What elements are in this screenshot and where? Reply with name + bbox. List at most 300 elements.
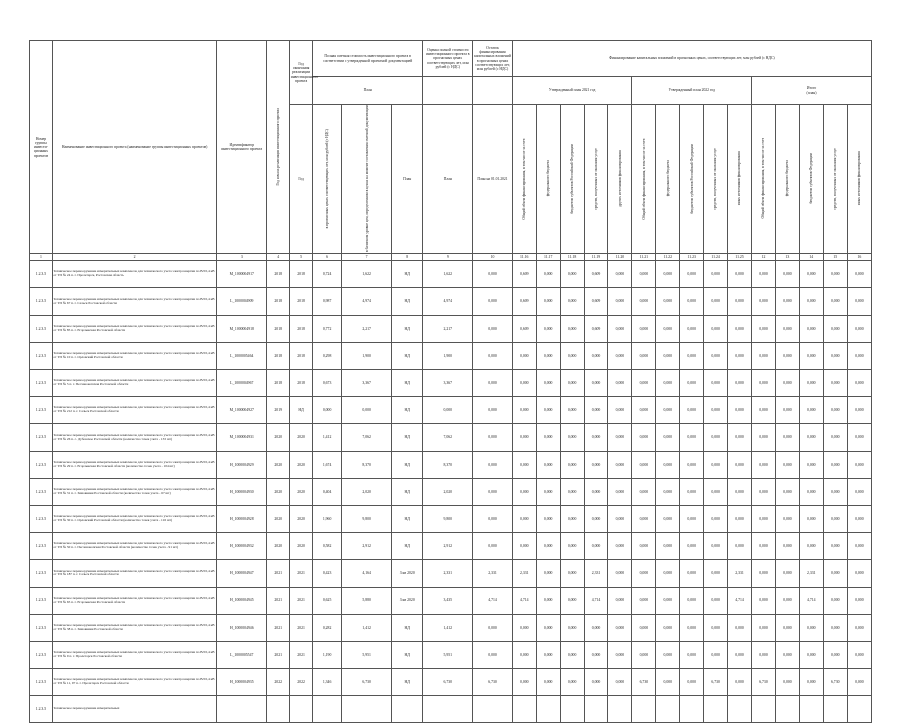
row-value-cell: 2,331 xyxy=(473,560,513,587)
row-value-cell xyxy=(728,696,752,723)
row-value-cell: 0,000 xyxy=(473,505,513,532)
row-value-cell: 0,000 xyxy=(823,315,847,342)
row-value-cell: 0,000 xyxy=(560,505,584,532)
row-value-cell: 0,000 xyxy=(512,451,536,478)
row-value-cell: 0,000 xyxy=(728,342,752,369)
row-value-cell: 0,000 xyxy=(823,587,847,614)
row-value-cell: 2020 xyxy=(267,505,290,532)
row-value-cell: 2021 xyxy=(267,587,290,614)
row-value-cell: 6,730 xyxy=(423,669,473,696)
table-row xyxy=(30,424,872,451)
row-value-cell: 0,000 xyxy=(823,370,847,397)
row-value-cell: 0,000 xyxy=(823,451,847,478)
row-value-cell xyxy=(313,696,342,723)
row-value-cell: 0,609 xyxy=(512,261,536,288)
row-value-cell: 0,000 xyxy=(632,342,656,369)
row-value-cell: 0,000 xyxy=(680,641,704,668)
row-value-cell: 0,000 xyxy=(680,669,704,696)
row-value-cell: 0,000 xyxy=(799,614,823,641)
header-cost-sub: в прогнозных ценах соответствующих лет, млн рублей (с НДС) xyxy=(324,128,329,229)
row-value-cell xyxy=(512,696,536,723)
row-value-cell: 0,000 xyxy=(656,424,680,451)
row-value-cell: 0,000 xyxy=(608,288,632,315)
row-value-cell: 2020 xyxy=(267,424,290,451)
row-value-cell: 0,000 xyxy=(704,505,728,532)
row-value-cell: 0,000 xyxy=(560,560,584,587)
row-value-cell: 2018 xyxy=(290,288,313,315)
row-value-cell: 0,000 xyxy=(775,533,799,560)
row-value-cell: НД xyxy=(290,397,313,424)
table-row xyxy=(30,315,872,342)
row-value-cell: 0,000 xyxy=(823,533,847,560)
row-value-cell: 0,000 xyxy=(752,370,776,397)
row-value-cell: 0,000 xyxy=(560,288,584,315)
row-value-cell: 0,000 xyxy=(656,641,680,668)
table-row xyxy=(30,288,872,315)
row-value-cell: 0,000 xyxy=(656,342,680,369)
row-value-cell: 0,000 xyxy=(512,614,536,641)
table-row xyxy=(30,669,872,696)
row-value-cell: 4,714 xyxy=(473,587,513,614)
row-value-cell: 0,000 xyxy=(584,342,608,369)
row-group-no: 1.2.3.5 xyxy=(30,696,53,723)
row-value-cell xyxy=(632,696,656,723)
row-project-id: L_1000004909 xyxy=(217,288,267,315)
table-row xyxy=(30,478,872,505)
row-value-cell: 0,000 xyxy=(560,424,584,451)
row-value-cell: 0,000 xyxy=(680,451,704,478)
row-value-cell: 0,000 xyxy=(632,560,656,587)
row-value-cell: 0,609 xyxy=(584,261,608,288)
row-value-cell: 3,435 xyxy=(423,587,473,614)
row-value-cell: 0,000 xyxy=(608,397,632,424)
row-value-cell: 2020 xyxy=(290,533,313,560)
header-full-cost: Полная сметная стоимость инвестиционного проекта в соответствии с утвержденной проектной документацией xyxy=(313,41,423,77)
row-value-cell: 0,000 xyxy=(512,641,536,668)
row-value-cell: 8,370 xyxy=(423,451,473,478)
table-row xyxy=(30,451,872,478)
row-value-cell: 2020 xyxy=(267,533,290,560)
row-value-cell xyxy=(799,696,823,723)
header-remaining-plan: План на 01.01.2021 xyxy=(473,105,513,254)
row-project-name: Техническое перевооружение измерительных комплексов для технического учета электроэнергии по ВЛ 0,4 кВ от ТП № 10 п. г. Орловский Ростовской области xyxy=(52,342,216,369)
row-value-cell: 0,000 xyxy=(342,397,392,424)
row-value-cell: 2,331 xyxy=(423,560,473,587)
row-group-no: 1.2.3.5 xyxy=(30,614,53,641)
row-value-cell: 0,609 xyxy=(584,315,608,342)
row-value-cell: 0,000 xyxy=(536,669,560,696)
row-value-cell: 0,000 xyxy=(584,641,608,668)
row-value-cell: 0,000 xyxy=(704,288,728,315)
row-project-id: H_1000004929 xyxy=(217,451,267,478)
row-value-cell: 0,000 xyxy=(536,560,560,587)
row-value-cell: 0,000 xyxy=(584,669,608,696)
row-value-cell: 0,000 xyxy=(680,587,704,614)
row-value-cell: 0,000 xyxy=(680,533,704,560)
row-value-cell: 1,412 xyxy=(423,614,473,641)
row-value-cell: 2018 xyxy=(290,370,313,397)
row-value-cell: 2021 xyxy=(290,587,313,614)
row-value-cell: 0,000 xyxy=(752,288,776,315)
row-value-cell: 0,582 xyxy=(313,533,342,560)
header-project-name: Наименование инвестиционного проекта (наименование группы инвестиционных проектов) xyxy=(52,41,216,254)
row-value-cell: 0,000 xyxy=(608,451,632,478)
table-row xyxy=(30,614,872,641)
row-value-cell: НД xyxy=(392,614,423,641)
row-value-cell: 0,000 xyxy=(799,669,823,696)
row-value-cell: 0,000 xyxy=(584,451,608,478)
row-value-cell: 0,000 xyxy=(799,641,823,668)
row-value-cell: 2021 xyxy=(267,560,290,587)
row-project-id: H_1000004945 xyxy=(217,587,267,614)
table-row xyxy=(30,370,872,397)
row-value-cell: 0,000 xyxy=(847,315,871,342)
row-value-cell: 0,000 xyxy=(608,641,632,668)
row-value-cell: 0,000 xyxy=(752,614,776,641)
row-group-no: 1.2.3.5 xyxy=(30,560,53,587)
row-value-cell: 0,000 xyxy=(584,614,608,641)
row-value-cell: 0,000 xyxy=(632,288,656,315)
row-value-cell: 0,000 xyxy=(560,261,584,288)
row-value-cell: 0,000 xyxy=(680,424,704,451)
row-value-cell: 0,000 xyxy=(704,342,728,369)
row-value-cell: 0,000 xyxy=(847,342,871,369)
row-value-cell: 0,000 xyxy=(752,261,776,288)
row-group-no: 1.2.3.5 xyxy=(30,641,53,668)
row-group-no: 1.2.3.5 xyxy=(30,478,53,505)
row-value-cell: 0,000 xyxy=(799,261,823,288)
row-group-no: 1.2.3.5 xyxy=(30,669,53,696)
row-value-cell: 0,000 xyxy=(847,505,871,532)
row-value-cell: 0,000 xyxy=(775,288,799,315)
row-value-cell: 0,000 xyxy=(632,424,656,451)
row-value-cell: 2,020 xyxy=(342,478,392,505)
row-project-id: L_1000005464 xyxy=(217,342,267,369)
row-value-cell: 0,000 xyxy=(632,641,656,668)
row-value-cell: 0,000 xyxy=(656,478,680,505)
row-value-cell: 0,000 xyxy=(680,478,704,505)
row-value-cell: 1,412 xyxy=(342,614,392,641)
row-value-cell: 0,000 xyxy=(847,614,871,641)
row-value-cell: 0,000 xyxy=(847,370,871,397)
table-row xyxy=(30,261,872,288)
row-group-no: 1.2.3.5 xyxy=(30,451,53,478)
row-value-cell: 0,000 xyxy=(823,560,847,587)
row-value-cell: 0,000 xyxy=(728,370,752,397)
row-value-cell: 0,000 xyxy=(775,342,799,369)
row-value-cell xyxy=(560,696,584,723)
row-value-cell: 4,164 xyxy=(342,560,392,587)
row-value-cell: 0,000 xyxy=(799,315,823,342)
header-start-year: Год начала реализации инвестиционного проекта xyxy=(276,107,281,186)
row-value-cell: 0,000 xyxy=(560,669,584,696)
row-value-cell: 0,987 xyxy=(313,288,342,315)
row-value-cell: 0,000 xyxy=(632,451,656,478)
row-value-cell: 0,282 xyxy=(313,614,342,641)
table-row xyxy=(30,342,872,369)
row-value-cell: 0,000 xyxy=(632,370,656,397)
row-value-cell: 0,000 xyxy=(473,261,513,288)
row-value-cell: 2,331 xyxy=(584,560,608,587)
row-value-cell: 0,000 xyxy=(632,614,656,641)
row-value-cell: 2018 xyxy=(267,315,290,342)
table-body xyxy=(30,261,872,723)
row-value-cell: 0,000 xyxy=(847,451,871,478)
row-group-no: 1.2.3.5 xyxy=(30,315,53,342)
row-value-cell: 0,000 xyxy=(704,370,728,397)
row-value-cell: 0,000 xyxy=(656,315,680,342)
row-value-cell: 0,000 xyxy=(704,261,728,288)
row-value-cell: 0,000 xyxy=(473,315,513,342)
row-value-cell: 0,000 xyxy=(704,614,728,641)
row-value-cell: 0,000 xyxy=(656,560,680,587)
row-project-id: H_1000004947 xyxy=(217,560,267,587)
header-appraisal: Оценка полной стоимости инвестиционного проекта в прогнозных ценах соответствующих лет, млн рублей (с НДС) xyxy=(423,41,473,77)
header-remaining: Остаток финансирования капитальных вложений в прогнозных ценах соответствующих лет, млн рублей (с НДС) xyxy=(473,41,513,77)
row-value-cell: 0,000 xyxy=(560,397,584,424)
row-value-cell: 0,298 xyxy=(313,342,342,369)
row-value-cell: 0,000 xyxy=(799,342,823,369)
row-value-cell: 2020 xyxy=(290,424,313,451)
header-project-id: Идентификатор инвестиционного проекта xyxy=(217,41,267,254)
table-row xyxy=(30,560,872,587)
row-value-cell: 0,000 xyxy=(704,315,728,342)
row-value-cell: 0,000 xyxy=(560,587,584,614)
row-value-cell: 0,772 xyxy=(313,315,342,342)
row-value-cell: 0,000 xyxy=(847,560,871,587)
row-value-cell: 2018 xyxy=(267,288,290,315)
row-value-cell: 1,346 xyxy=(313,669,342,696)
row-value-cell: 0,000 xyxy=(608,478,632,505)
row-value-cell: 0,000 xyxy=(704,478,728,505)
row-value-cell: 6,730 xyxy=(752,669,776,696)
row-project-id: H_1000004928 xyxy=(217,505,267,532)
table-row xyxy=(30,696,872,723)
row-value-cell: 0,000 xyxy=(560,533,584,560)
row-value-cell: 0,000 xyxy=(728,288,752,315)
row-project-id: H_1000004935 xyxy=(217,669,267,696)
row-value-cell xyxy=(608,696,632,723)
row-value-cell: 2,331 xyxy=(512,560,536,587)
row-value-cell: 1,412 xyxy=(313,424,342,451)
row-value-cell: 0,000 xyxy=(656,370,680,397)
row-value-cell: 0,000 xyxy=(823,288,847,315)
row-value-cell: 2,331 xyxy=(728,560,752,587)
row-value-cell: 0,000 xyxy=(656,614,680,641)
row-value-cell: 0,000 xyxy=(560,614,584,641)
row-value-cell: 0,000 xyxy=(608,669,632,696)
row-value-cell: 0,000 xyxy=(473,614,513,641)
row-value-cell: 0,000 xyxy=(608,560,632,587)
header-y2021: Утвержденный план 2021 год xyxy=(512,77,632,105)
row-value-cell: 0,000 xyxy=(775,669,799,696)
row-project-name: Техническое перевооружение измерительных комплексов для технического учета электроэнергии по ВЛ 0,4 кВ от ТП № 212 п. г. Сальск Ростовской области xyxy=(52,397,216,424)
row-value-cell: 1,622 xyxy=(342,261,392,288)
row-value-cell: 0,000 xyxy=(536,397,560,424)
row-value-cell: 0,000 xyxy=(775,478,799,505)
row-value-cell xyxy=(423,696,473,723)
row-value-cell: 0,000 xyxy=(752,342,776,369)
row-value-cell: 1,900 xyxy=(342,342,392,369)
row-value-cell: 6,730 xyxy=(342,669,392,696)
row-project-name: Техническое перевооружение измерительных комплексов для технического учета электроэнергии по ВЛ 0,4 кВ от ТП № 65 п. г. Егорлыкская Ростовской области xyxy=(52,587,216,614)
row-value-cell: 0,000 xyxy=(680,370,704,397)
row-project-id: H_1000004932 xyxy=(217,533,267,560)
row-value-cell: 2020 xyxy=(290,451,313,478)
row-value-cell: 0,000 xyxy=(680,342,704,369)
row-value-cell: 0,000 xyxy=(775,641,799,668)
row-value-cell: 2020 xyxy=(267,478,290,505)
row-value-cell: 0,000 xyxy=(512,370,536,397)
header-cost-sub-cell xyxy=(313,105,342,254)
row-value-cell: 0,000 xyxy=(536,587,560,614)
row-value-cell: 0,000 xyxy=(473,342,513,369)
row-value-cell: 3 кв 2020 xyxy=(392,560,423,587)
row-group-no: 1.2.3.5 xyxy=(30,505,53,532)
row-value-cell: 0,000 xyxy=(560,451,584,478)
row-value-cell: 0,000 xyxy=(536,478,560,505)
row-value-cell xyxy=(656,696,680,723)
row-value-cell: 0,000 xyxy=(775,315,799,342)
table-row xyxy=(30,397,872,424)
row-value-cell: 1,622 xyxy=(423,261,473,288)
row-value-cell: 0,000 xyxy=(473,370,513,397)
row-group-no: 1.2.3.5 xyxy=(30,397,53,424)
table-row xyxy=(30,641,872,668)
row-value-cell: 0,000 xyxy=(608,505,632,532)
row-value-cell: 0,000 xyxy=(775,587,799,614)
row-value-cell: 0,000 xyxy=(584,533,608,560)
row-value-cell: 0,000 xyxy=(728,397,752,424)
row-value-cell: 6,730 xyxy=(704,669,728,696)
row-group-no: 1.2.3.5 xyxy=(30,370,53,397)
row-project-name: Техническое перевооружение измерительных комплексов для технического учета электроэнергии по ВЛ 0,4 кВ от ТП № 30 п. г. Орловский Ростовской области (количество точек учета - 116 шт) xyxy=(52,505,216,532)
row-value-cell: 0,000 xyxy=(632,261,656,288)
header-cost-sub2-cell xyxy=(342,105,392,254)
row-value-cell: 0,000 xyxy=(823,261,847,288)
row-value-cell: 3 кв 2020 xyxy=(392,587,423,614)
row-value-cell: НД xyxy=(392,342,423,369)
header-y2022: Утвержденный план 2022 год xyxy=(632,77,752,105)
table-row xyxy=(30,587,872,614)
row-value-cell: 0,000 xyxy=(608,614,632,641)
row-value-cell: 0,000 xyxy=(632,315,656,342)
row-value-cell: 0,000 xyxy=(656,587,680,614)
row-value-cell: НД xyxy=(392,424,423,451)
row-value-cell: 2019 xyxy=(267,397,290,424)
row-value-cell: 2,217 xyxy=(342,315,392,342)
table-row xyxy=(30,505,872,532)
row-value-cell: 0,000 xyxy=(632,478,656,505)
row-value-cell: 3,367 xyxy=(423,370,473,397)
row-value-cell: 0,000 xyxy=(584,397,608,424)
row-value-cell: 0,000 xyxy=(752,587,776,614)
row-value-cell: 0,000 xyxy=(632,505,656,532)
row-value-cell: 0,000 xyxy=(728,533,752,560)
row-value-cell: 2020 xyxy=(290,505,313,532)
row-value-cell: 0,000 xyxy=(632,397,656,424)
row-value-cell: 0,000 xyxy=(704,397,728,424)
row-value-cell: 0,000 xyxy=(728,424,752,451)
row-project-id: L_1000004967 xyxy=(217,370,267,397)
row-value-cell: 2021 xyxy=(290,560,313,587)
row-project-name: Техническое перевооружение измерительных xyxy=(52,696,216,723)
row-value-cell: 0,000 xyxy=(512,342,536,369)
row-value-cell: 0,000 xyxy=(799,370,823,397)
row-value-cell: 0,000 xyxy=(656,505,680,532)
row-value-cell: 0,000 xyxy=(728,478,752,505)
row-value-cell: 0,000 xyxy=(823,397,847,424)
row-value-cell: 1,960 xyxy=(313,505,342,532)
header-full-cost-plan: План xyxy=(313,77,423,105)
row-value-cell: 0,000 xyxy=(584,370,608,397)
row-value-cell: 0,000 xyxy=(799,451,823,478)
row-value-cell: 0,000 xyxy=(584,424,608,451)
header-group-no: Номер группы инвести-ционных проектов xyxy=(30,41,53,254)
row-value-cell: 0,609 xyxy=(584,288,608,315)
row-value-cell: 0,000 xyxy=(799,533,823,560)
row-value-cell: 0,000 xyxy=(656,397,680,424)
row-value-cell: 0,000 xyxy=(560,641,584,668)
row-value-cell: 0,000 xyxy=(512,397,536,424)
row-value-cell: 1,900 xyxy=(423,342,473,369)
row-value-cell: 0,000 xyxy=(799,505,823,532)
row-value-cell: НД xyxy=(392,451,423,478)
row-value-cell: 0,000 xyxy=(584,478,608,505)
row-value-cell: 0,000 xyxy=(560,342,584,369)
row-value-cell: НД xyxy=(392,397,423,424)
row-value-cell: 0,000 xyxy=(512,533,536,560)
row-value-cell: 0,000 xyxy=(536,451,560,478)
row-value-cell: 0,000 xyxy=(512,478,536,505)
row-value-cell: 3,367 xyxy=(342,370,392,397)
row-value-cell: 7,062 xyxy=(342,424,392,451)
row-project-name: Техническое перевооружение измерительных комплексов для технического учета электроэнергии по ВЛ 0,4 кВ от ТП № 38 п. г. Зимовники Ростовской области xyxy=(52,614,216,641)
row-value-cell: 2018 xyxy=(267,370,290,397)
header-appraisal-spacer xyxy=(423,77,473,105)
row-value-cell xyxy=(584,696,608,723)
row-value-cell: 1,674 xyxy=(313,451,342,478)
row-value-cell: 0,000 xyxy=(680,288,704,315)
row-project-id xyxy=(217,696,267,723)
row-value-cell: 0,000 xyxy=(847,261,871,288)
row-value-cell: 0,000 xyxy=(473,424,513,451)
row-value-cell: 0,000 xyxy=(823,424,847,451)
row-value-cell: 0,000 xyxy=(512,669,536,696)
row-project-name: Техническое перевооружение измерительных комплексов для технического учета электроэнергии по ВЛ 0,4 кВ от ТП № 31 п. г. Зимовники Ростовской области (количество точек учета - 67 шт) xyxy=(52,478,216,505)
row-value-cell: 0,000 xyxy=(680,261,704,288)
row-value-cell xyxy=(536,696,560,723)
row-value-cell: 0,000 xyxy=(536,614,560,641)
row-value-cell: 0,609 xyxy=(512,315,536,342)
row-project-id: L_1000005547 xyxy=(217,641,267,668)
row-value-cell: 0,000 xyxy=(536,342,560,369)
row-value-cell: 9,800 xyxy=(423,505,473,532)
row-value-cell: 0,000 xyxy=(656,451,680,478)
row-project-name: Техническое перевооружение измерительных комплексов для технического учета электроэнергии по ВЛ 0,4 кВ от ТП № 187 п. г. Сальск Ростовской области xyxy=(52,560,216,587)
row-value-cell xyxy=(823,696,847,723)
row-value-cell: 0,000 xyxy=(473,397,513,424)
row-group-no: 1.2.3.5 xyxy=(30,261,53,288)
row-value-cell: НД xyxy=(392,261,423,288)
row-group-no: 1.2.3.5 xyxy=(30,342,53,369)
row-value-cell: 0,000 xyxy=(473,288,513,315)
row-value-cell: НД xyxy=(392,505,423,532)
row-value-cell: 0,000 xyxy=(847,397,871,424)
row-value-cell: 0,000 xyxy=(799,397,823,424)
row-project-name: Техническое перевооружение измерительных комплексов для технического учета электроэнергии по ВЛ 0,4 кВ от ТП № 5 п. г. Песчанокопская Ростовской области xyxy=(52,370,216,397)
header-financing: Финансирование капитальных вложений в прогнозных ценах, соответствующих лет, млн рублей (с НДС) xyxy=(512,41,871,77)
